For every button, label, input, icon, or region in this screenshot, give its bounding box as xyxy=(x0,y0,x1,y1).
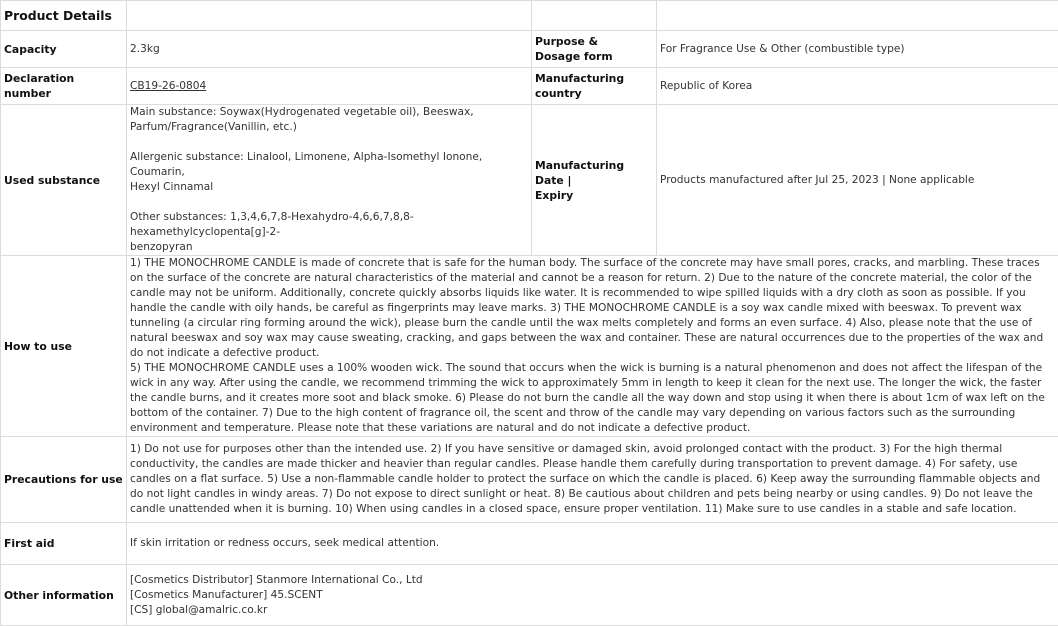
substance-value: Main substance: Soywax(Hydrogenated vegetable oil), Beeswax, Parfum/Fragrance(Vanillin, etc.) Allergenic substance: Linalool, Limonene, Alpha-Isomethyl Ionone, Coumarin, Hexyl Cinnamal Other substances: 1,3,4,6,7,8-Hexahydro-4,6,6,7,8,8-hexamethylcyclopenta[g]-2- benzopyran xyxy=(127,105,532,256)
other-info-value: [Cosmetics Distributor] Stanmore International Co., Ltd [Cosmetics Manufacturer] 45.SCENT [CS] global@amalric.co.kr xyxy=(127,565,1058,626)
country-value: Republic of Korea xyxy=(657,68,1058,105)
other-info-label: Other information xyxy=(1,565,127,626)
purpose-value: For Fragrance Use & Other (combustible type) xyxy=(657,31,1058,68)
how-to-use-label: How to use xyxy=(1,256,127,437)
other-info-row xyxy=(1,565,1058,626)
purpose-label: Purpose & Dosage form xyxy=(532,31,657,68)
precautions-value: 1) Do not use for purposes other than the intended use. 2) If you have sensitive or damaged skin, avoid prolonged contact with the product. 3) For the high thermal conductivity, the candles are made thicker and heavier than regular candles. Please handle them carefully during transportation to prevent damage. 4) For safety, use candles on a flat surface. 5) Use a non-flammable candle holder to protect the surface on which the candle is placed. 6) Keep away the surrounding flammable objects and do not light candles in windy areas. 7) Do not expose to direct sunlight or heat. 8) Be cautious about children and pets being nearby or using candles. 9) Do not leave the candle unattended when it is burning. 10) When using candles in a closed space, ensure proper ventilation. 11) Make sure to use candles in a stable and safe location. xyxy=(127,437,1058,523)
first-aid-value: If skin irritation or redness occurs, seek medical attention. xyxy=(127,523,1058,565)
declaration-row xyxy=(1,68,1058,105)
capacity-value: 2.3kg xyxy=(127,31,532,68)
how-to-use-row xyxy=(1,256,1058,437)
substance-row xyxy=(1,105,1058,256)
capacity-row xyxy=(1,31,1058,68)
mfg-date-label: Manufacturing Date | Expiry xyxy=(532,105,657,256)
declaration-label: Declaration number xyxy=(1,68,127,105)
first-aid-label: First aid xyxy=(1,523,127,565)
substance-label: Used substance xyxy=(1,105,127,256)
title-row xyxy=(1,1,1058,31)
mfg-date-value: Products manufactured after Jul 25, 2023 | None applicable xyxy=(657,105,1058,256)
country-label: Manufacturing country xyxy=(532,68,657,105)
precautions-row xyxy=(1,437,1058,523)
declaration-number-link[interactable]: CB19-26-0804 xyxy=(130,80,206,92)
how-to-use-value: 1) THE MONOCHROME CANDLE is made of concrete that is safe for the human body. The surface of the concrete may have small pores, cracks, and marbling. These traces on the surface of the concrete are natural characteristics of the material and cannot be a reason for return. 2) Due to the nature of the concrete material, the color of the candle may not be uniform. Additionally, concrete quickly absorbs liquids like water. It is recommended to wipe spilled liquids with a dry cloth as soon as possible. If you handle the candle with oily hands, be careful as fingerprints may leave marks. 3) THE MONOCHROME CANDLE is a soy wax candle mixed with beeswax. To prevent wax tunneling (a circular ring forming around the wick), please burn the candle until the wax melts completely and forms an even surface. 4) Also, please note that the use of natural beeswax and soy wax may cause sweating, cracking, and gaps between the wax and container. These are natural occurrences due to the properties of the wax and do not indicate a defective product. 5) THE MONOCHROME CANDLE uses a 100% wooden wick. The sound that occurs when the wick is burning is a natural phenomenon and does not affect the lifespan of the wick in any way. After using the candle, we recommend trimming the wick to approximately 5mm in length to keep it clean for the next use. The longer the wick, the faster the candle burns, and it creates more soot and black smoke. 6) Please do not burn the candle all the way down and stop using it when there is about 1cm of wax left on the bottom of the container. 7) Due to the high content of fragrance oil, the scent and throw of the candle may vary depending on various factors such as the surrounding environment and temperature. Please note that these variations are natural and do not indicate a defective product. xyxy=(127,256,1058,437)
first-aid-row xyxy=(1,523,1058,565)
capacity-label: Capacity xyxy=(1,31,127,68)
precautions-label: Precautions for use xyxy=(1,437,127,523)
section-title: Product Details xyxy=(1,1,127,31)
